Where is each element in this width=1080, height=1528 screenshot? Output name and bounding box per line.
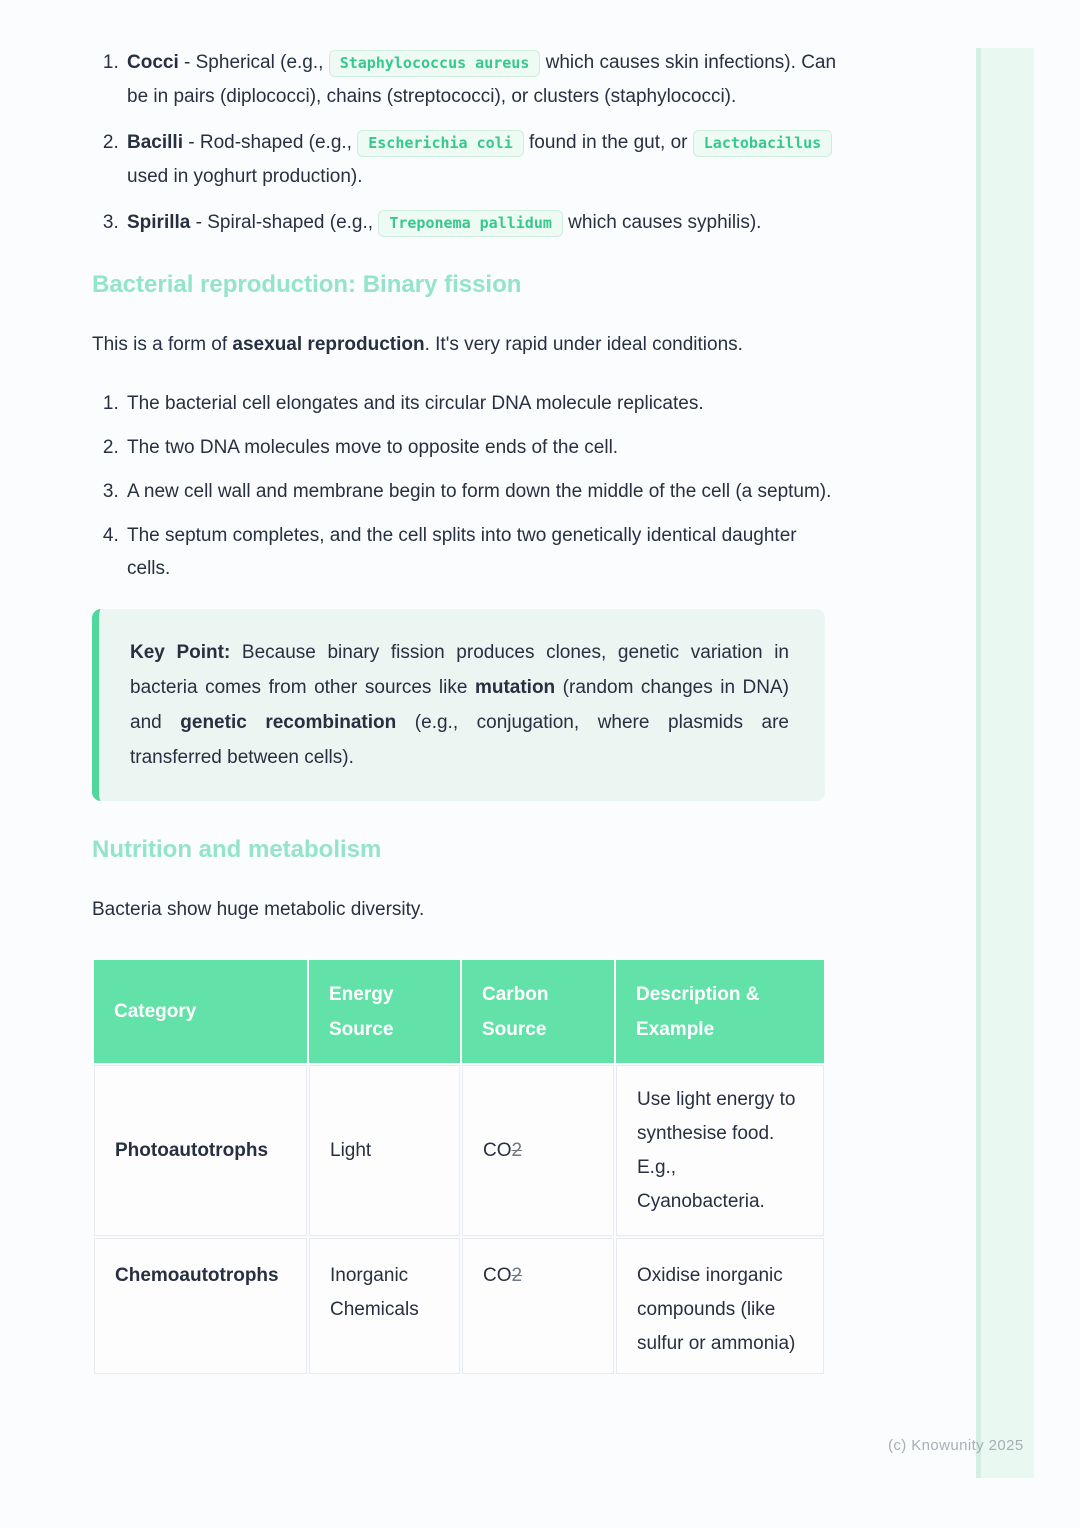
key-point-text-2: (random changes in DNA) and [130, 677, 789, 733]
bacilli-text-3: used in yoghurt production). [127, 166, 363, 187]
column-header-energy-source: Energy Source [309, 960, 460, 1063]
cocci-text: - Spherical (e.g., [178, 52, 329, 73]
species-badge-escherichia: Escherichia coli [357, 130, 524, 157]
species-badge-staphylococcus: Staphylococcus aureus [329, 50, 541, 77]
term-spirilla: Spirilla [127, 212, 191, 233]
key-point-text-3: (e.g., conjugation, where plasmids are transferred between cells). [130, 712, 789, 768]
key-point-text: Because binary fission produces clones, genetic variation in bacteria comes from other sources like [130, 642, 790, 698]
document-page [92, 0, 845, 1376]
co2-base: CO [483, 1265, 512, 1286]
intro-text: This is a form of [92, 334, 233, 355]
table-row-photoautotrophs [94, 1065, 824, 1236]
column-header-category: Category [94, 960, 307, 1063]
bacilli-text: - Rod-shaped (e.g., [182, 132, 358, 153]
bacilli-text-2: found in the gut, or [523, 132, 693, 153]
term-bacilli: Bacilli [127, 132, 183, 153]
cell-energy-chemoautotrophs: Inorganic Chemicals [309, 1238, 460, 1374]
cocci-text-2: which causes skin infections). Can be in pairs (diplococci), chains (streptococci), or clusters (staphylococci). [127, 52, 837, 107]
table-row-chemoautotrophs [94, 1238, 824, 1374]
key-point-label: Key Point: [130, 642, 231, 663]
cell-description-photoautotrophs: Use light energy to synthesise food. E.g., Cyanobacteria. [616, 1065, 824, 1236]
species-badge-treponema: Treponema pallidum [378, 210, 563, 237]
key-point-bold-recombination: genetic recombination [180, 712, 397, 733]
key-point-bold-mutation: mutation [474, 677, 556, 698]
spirilla-text-2: which causes syphilis). [562, 212, 762, 233]
list-item-bacilli [124, 126, 845, 193]
bacteria-shapes-list [92, 46, 845, 240]
species-badge-lactobacillus: Lactobacillus [693, 130, 832, 157]
column-header-description: Description & Example [616, 960, 824, 1063]
intro-text-2: . It's very rapid under ideal conditions. [424, 334, 743, 355]
term-cocci: Cocci [127, 52, 179, 73]
cell-energy-photoautotrophs: Light [309, 1065, 460, 1236]
spirilla-text: - Spiral-shaped (e.g., [190, 212, 379, 233]
page-side-accent-strip [976, 48, 1034, 1478]
nutrition-intro: Bacteria show huge metabolic diversity. [92, 899, 425, 920]
list-item-cocci [124, 46, 845, 113]
co2-struck-subscript: 2 [511, 1139, 523, 1161]
step-4: 4. The septum completes, and the cell splits into two genetically identical daughter cells. [124, 519, 845, 585]
cell-category-photoautotrophs: Photoautotrophs [94, 1065, 307, 1236]
cell-carbon-photoautotrophs [462, 1065, 614, 1236]
co2-struck-subscript: 2 [511, 1265, 523, 1286]
binary-fission-intro [92, 328, 845, 361]
cell-description-chemoautotrophs: Oxidise inorganic compounds (like sulfur or ammonia) [616, 1238, 824, 1374]
step-1: 1. The bacterial cell elongates and its circular DNA molecule replicates. [124, 387, 845, 420]
step-2: 2. The two DNA molecules move to opposite ends of the cell. [124, 431, 845, 464]
co2-base: CO [483, 1139, 512, 1161]
table-header-row [94, 960, 824, 1063]
cell-carbon-chemoautotrophs [462, 1238, 614, 1374]
intro-bold-asexual: asexual reproduction [232, 334, 425, 355]
list-item-spirilla [124, 206, 845, 240]
column-header-carbon-source: Carbon Source [462, 960, 614, 1063]
cell-category-chemoautotrophs: Chemoautotrophs [94, 1238, 307, 1374]
heading-nutrition: Nutrition and metabolism [92, 836, 382, 863]
binary-fission-steps-list [92, 387, 845, 585]
key-point-callout [92, 609, 825, 801]
copyright-watermark: (c) Knowunity 2025 [888, 1437, 1024, 1454]
nutrition-table [92, 958, 826, 1376]
heading-binary-fission: Bacterial reproduction: Binary fission [92, 271, 522, 298]
step-3: 3. A new cell wall and membrane begin to form down the middle of the cell (a septum). [124, 475, 845, 508]
